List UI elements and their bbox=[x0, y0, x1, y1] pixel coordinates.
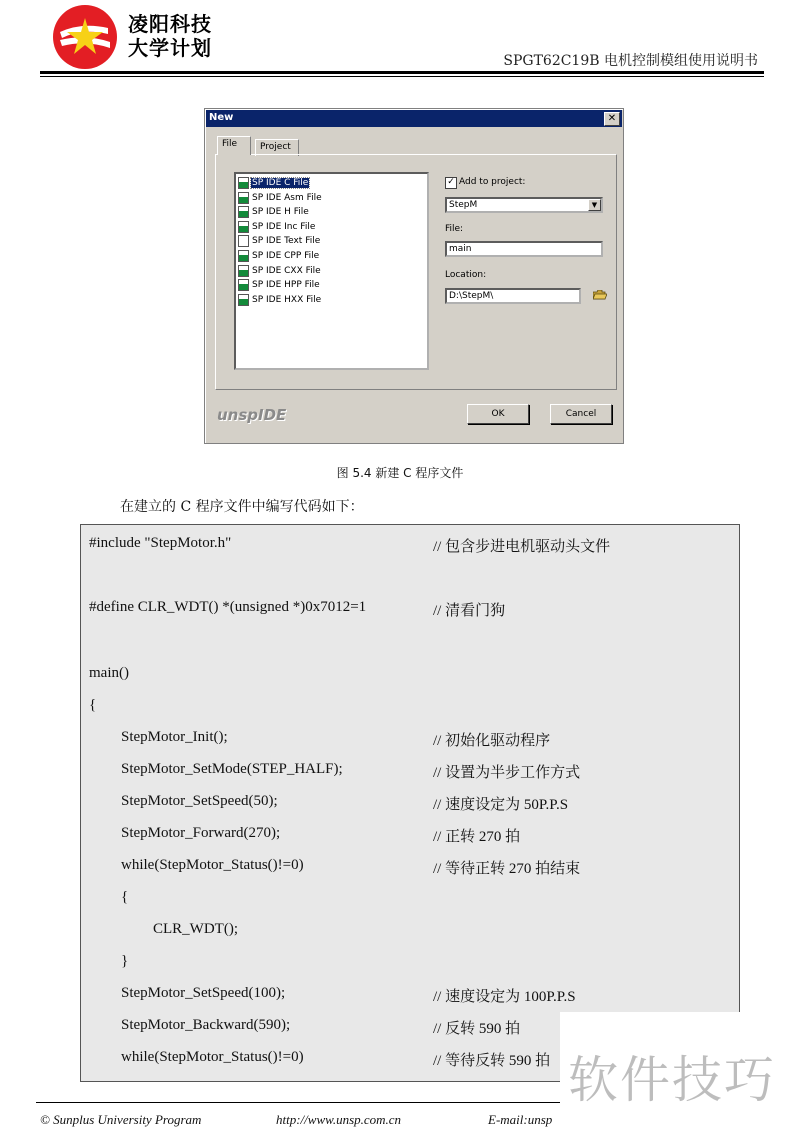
file-type-item[interactable] bbox=[238, 249, 320, 263]
code-line: CLR_WDT(); bbox=[153, 921, 238, 937]
code-line: StepMotor_SetMode(STEP_HALF); bbox=[121, 761, 343, 777]
logo-wordmark bbox=[128, 12, 212, 60]
code-comment: // 等待反转 590 拍 bbox=[433, 1053, 551, 1069]
file-name-input[interactable] bbox=[445, 241, 603, 257]
cancel-button[interactable]: Cancel bbox=[550, 404, 612, 424]
file-type-item[interactable] bbox=[238, 278, 321, 292]
ok-button[interactable]: OK bbox=[467, 404, 529, 424]
file-type-label: SP IDE HPP File bbox=[252, 280, 320, 291]
source-file-icon bbox=[238, 177, 249, 189]
code-line: { bbox=[121, 889, 129, 905]
source-file-icon bbox=[238, 206, 249, 218]
project-select-value: StepM bbox=[449, 200, 478, 210]
logo-line-2: 大学计划 bbox=[128, 36, 212, 60]
code-line: #include "StepMotor.h" bbox=[89, 535, 232, 551]
dialog-title-bar bbox=[206, 110, 622, 127]
new-file-dialog bbox=[204, 108, 624, 444]
code-comment: // 速度设定为 50P.P.S bbox=[433, 797, 569, 813]
code-line: { bbox=[89, 697, 97, 713]
code-line: StepMotor_Init(); bbox=[121, 729, 228, 745]
location-value: D:\StepM\ bbox=[449, 291, 494, 301]
code-listing bbox=[80, 524, 740, 1082]
source-file-icon bbox=[238, 192, 249, 204]
dialog-title: New bbox=[209, 112, 234, 123]
watermark: 软件技巧 bbox=[568, 1051, 776, 1109]
text-file-icon bbox=[238, 235, 249, 247]
location-label: Location: bbox=[445, 270, 487, 280]
file-type-list[interactable] bbox=[234, 172, 429, 370]
file-type-label: SP IDE H File bbox=[252, 207, 309, 218]
header-rule-thin bbox=[40, 76, 764, 77]
file-type-label: SP IDE CXX File bbox=[252, 265, 321, 276]
code-line: main() bbox=[89, 665, 129, 681]
file-type-label: SP IDE Asm File bbox=[252, 192, 322, 203]
close-icon[interactable]: ✕ bbox=[604, 112, 620, 126]
source-file-icon bbox=[238, 294, 249, 306]
code-comment: // 反转 590 拍 bbox=[433, 1021, 521, 1037]
source-file-icon bbox=[238, 265, 249, 277]
source-file-icon bbox=[238, 279, 249, 291]
tab-project[interactable]: Project bbox=[255, 139, 299, 156]
unspide-brand: unspIDE bbox=[217, 406, 287, 424]
file-type-label: SP IDE CPP File bbox=[252, 251, 320, 261]
footer-rule bbox=[36, 1102, 560, 1103]
code-line: StepMotor_Backward(590); bbox=[121, 1017, 291, 1033]
sunplus-logo bbox=[52, 4, 118, 70]
file-type-item[interactable] bbox=[238, 293, 322, 307]
project-select[interactable] bbox=[445, 197, 603, 213]
code-line: while(StepMotor_Status()!=0) bbox=[121, 857, 304, 873]
footer-program: © Sunplus University Program bbox=[40, 1112, 202, 1127]
code-line: StepMotor_Forward(270); bbox=[121, 825, 281, 841]
code-line: } bbox=[121, 953, 129, 969]
header-rule bbox=[40, 71, 764, 74]
footer-url[interactable]: http://www.unsp.com.cn bbox=[276, 1112, 402, 1127]
figure-caption: 图 5.4 新建 C 程序文件 bbox=[336, 466, 464, 480]
file-type-item[interactable] bbox=[238, 191, 323, 205]
code-line: while(StepMotor_Status()!=0) bbox=[121, 1049, 304, 1065]
code-line: StepMotor_SetSpeed(100); bbox=[121, 985, 286, 1001]
code-comment: // 正转 270 拍 bbox=[433, 829, 521, 845]
add-to-project-checkbox[interactable]: ✓ bbox=[445, 177, 457, 189]
file-type-label: SP IDE Text File bbox=[252, 236, 321, 247]
code-comment: // 设置为半步工作方式 bbox=[433, 765, 581, 781]
chevron-down-icon[interactable]: ▼ bbox=[588, 199, 601, 211]
code-comment: // 包含步进电机驱动头文件 bbox=[433, 539, 611, 555]
file-type-item[interactable] bbox=[238, 264, 322, 278]
folder-open-icon[interactable] bbox=[593, 290, 607, 300]
tab-file[interactable]: File bbox=[217, 136, 251, 155]
file-type-label: SP IDE Inc File bbox=[252, 221, 316, 232]
file-type-item[interactable] bbox=[238, 234, 321, 248]
code-comment: // 清看门狗 bbox=[433, 603, 506, 619]
source-file-icon bbox=[238, 250, 249, 262]
code-comment: // 初始化驱动程序 bbox=[433, 733, 551, 749]
location-input[interactable] bbox=[445, 288, 581, 304]
add-to-project-label: Add to project: bbox=[459, 177, 526, 187]
code-comment: // 等待正转 270 拍结束 bbox=[433, 861, 581, 877]
file-type-item[interactable] bbox=[238, 176, 309, 190]
source-file-icon bbox=[238, 221, 249, 233]
footer-email[interactable]: E-mail:unsp bbox=[488, 1112, 553, 1127]
code-comment: // 速度设定为 100P.P.S bbox=[433, 989, 576, 1005]
file-type-label: SP IDE C File bbox=[252, 178, 309, 188]
code-line: #define CLR_WDT() *(unsigned *)0x7012=1 bbox=[89, 599, 367, 615]
file-name-label: File: bbox=[445, 224, 464, 234]
document-title: SPGT62C19B 电机控制模组使用说明书 bbox=[503, 53, 758, 69]
logo-line-1: 凌阳科技 bbox=[128, 12, 212, 36]
intro-paragraph: 在建立的 C 程序文件中编写代码如下： bbox=[120, 499, 364, 515]
file-type-label: SP IDE HXX File bbox=[252, 294, 322, 305]
file-type-item[interactable] bbox=[238, 205, 310, 219]
code-line: StepMotor_SetSpeed(50); bbox=[121, 793, 278, 809]
file-type-item[interactable] bbox=[238, 220, 316, 234]
file-name-value: main bbox=[449, 244, 472, 254]
